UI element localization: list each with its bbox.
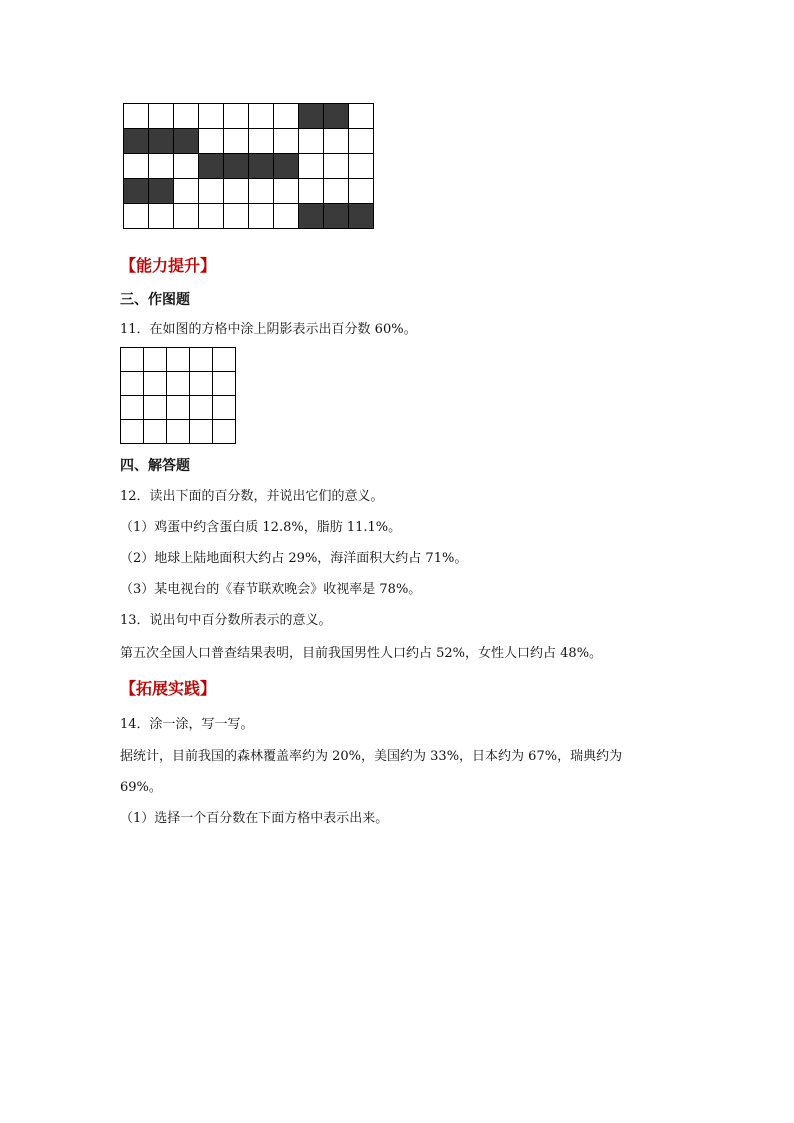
grid-cell xyxy=(174,154,199,179)
grid-cell xyxy=(324,179,349,204)
grid-cell xyxy=(167,396,190,420)
grid-row xyxy=(124,179,374,204)
grid-cell xyxy=(224,129,249,154)
grid-cell xyxy=(349,104,374,129)
grid-cell xyxy=(149,104,174,129)
grid-cell xyxy=(190,396,213,420)
shaded-grid-cell xyxy=(149,129,174,154)
part-heading-drawing: 三、作图题 xyxy=(120,292,190,308)
shaded-grid-cell xyxy=(299,204,324,229)
grid-cell xyxy=(167,348,190,372)
shaded-grid-cell xyxy=(174,129,199,154)
grid-cell xyxy=(249,204,274,229)
part-heading-answer: 四、解答题 xyxy=(120,458,190,474)
shaded-grid-cell xyxy=(149,179,174,204)
section-heading-practice: 【拓展实践】 xyxy=(120,679,217,698)
grid-cell xyxy=(167,420,190,444)
grid-cell xyxy=(144,420,167,444)
grid-cell xyxy=(224,204,249,229)
grid-cell xyxy=(174,179,199,204)
question-12-item-3: （3）某电视台的《春节联欢晚会》收视率是 78%。 xyxy=(120,582,422,597)
grid-cell xyxy=(174,204,199,229)
grid-cell xyxy=(274,129,299,154)
grid-cell xyxy=(299,154,324,179)
grid-cell xyxy=(349,154,374,179)
question-11: 11．在如图的方格中涂上阴影表示出百分数 60%。 xyxy=(120,322,417,337)
grid-cell xyxy=(299,129,324,154)
grid-cell xyxy=(249,129,274,154)
grid-cell xyxy=(149,204,174,229)
grid-row xyxy=(124,204,374,229)
shaded-grid-cell xyxy=(324,204,349,229)
grid-cell xyxy=(274,104,299,129)
shaded-grid-cell xyxy=(324,104,349,129)
grid-cell xyxy=(144,348,167,372)
grid-row xyxy=(124,129,374,154)
grid-cell xyxy=(274,179,299,204)
grid-cell xyxy=(213,372,236,396)
grid-cell xyxy=(299,179,324,204)
grid-cell xyxy=(144,372,167,396)
question-12-item-1: （1）鸡蛋中约含蛋白质 12.8%，脂肪 11.1%。 xyxy=(120,520,402,535)
grid-cell xyxy=(249,179,274,204)
grid-cell xyxy=(121,348,144,372)
grid-cell xyxy=(144,396,167,420)
shaded-grid-cell xyxy=(249,154,274,179)
grid-row xyxy=(121,420,236,444)
grid-cell xyxy=(149,154,174,179)
grid-cell xyxy=(349,179,374,204)
grid-cell xyxy=(190,420,213,444)
question-14-item-1: （1）选择一个百分数在下面方格中表示出来。 xyxy=(120,811,389,826)
grid-cell xyxy=(349,129,374,154)
grid-row xyxy=(121,396,236,420)
grid-cell xyxy=(213,348,236,372)
grid-row xyxy=(121,372,236,396)
shaded-grid-cell xyxy=(349,204,374,229)
grid-row xyxy=(124,104,374,129)
shaded-grid-cell xyxy=(199,154,224,179)
grid-cell xyxy=(199,129,224,154)
grid-cell xyxy=(121,372,144,396)
shaded-grid-cell xyxy=(124,129,149,154)
blank-grid-question-11 xyxy=(120,347,236,444)
question-12: 12．读出下面的百分数，并说出它们的意义。 xyxy=(120,489,384,504)
grid-cell xyxy=(224,104,249,129)
grid-row xyxy=(124,154,374,179)
shaded-grid-cell xyxy=(274,154,299,179)
question-14: 14．涂一涂，写一写。 xyxy=(120,717,254,732)
grid-cell xyxy=(190,348,213,372)
shaded-grid-figure xyxy=(123,103,374,229)
shaded-grid-cell xyxy=(124,179,149,204)
grid-cell xyxy=(213,420,236,444)
grid-cell xyxy=(213,396,236,420)
question-14-text-line-2: 69%。 xyxy=(120,780,162,795)
question-13-text: 第五次全国人口普查结果表明，目前我国男性人口约占 52%，女性人口约占 48%。 xyxy=(120,646,603,661)
grid-cell xyxy=(324,129,349,154)
grid-cell xyxy=(124,204,149,229)
question-13: 13．说出句中百分数所表示的意义。 xyxy=(120,613,332,628)
grid-cell xyxy=(167,372,190,396)
grid-cell xyxy=(124,104,149,129)
shaded-grid-cell xyxy=(224,154,249,179)
grid-cell xyxy=(174,104,199,129)
grid-cell xyxy=(224,179,249,204)
grid-cell xyxy=(124,154,149,179)
grid-cell xyxy=(249,104,274,129)
grid-row xyxy=(121,348,236,372)
shaded-grid-cell xyxy=(299,104,324,129)
grid-cell xyxy=(324,154,349,179)
grid-cell xyxy=(121,396,144,420)
grid-cell xyxy=(121,420,144,444)
grid-cell xyxy=(190,372,213,396)
question-14-text-line-1: 据统计，目前我国的森林覆盖率约为 20%，美国约为 33%，日本约为 67%，瑞典约为 xyxy=(120,749,623,764)
grid-cell xyxy=(199,104,224,129)
grid-cell xyxy=(199,179,224,204)
grid-cell xyxy=(199,204,224,229)
grid-cell xyxy=(274,204,299,229)
question-12-item-2: （2）地球上陆地面积大约占 29%，海洋面积大约占 71%。 xyxy=(120,551,468,566)
section-heading-ability: 【能力提升】 xyxy=(120,256,217,275)
